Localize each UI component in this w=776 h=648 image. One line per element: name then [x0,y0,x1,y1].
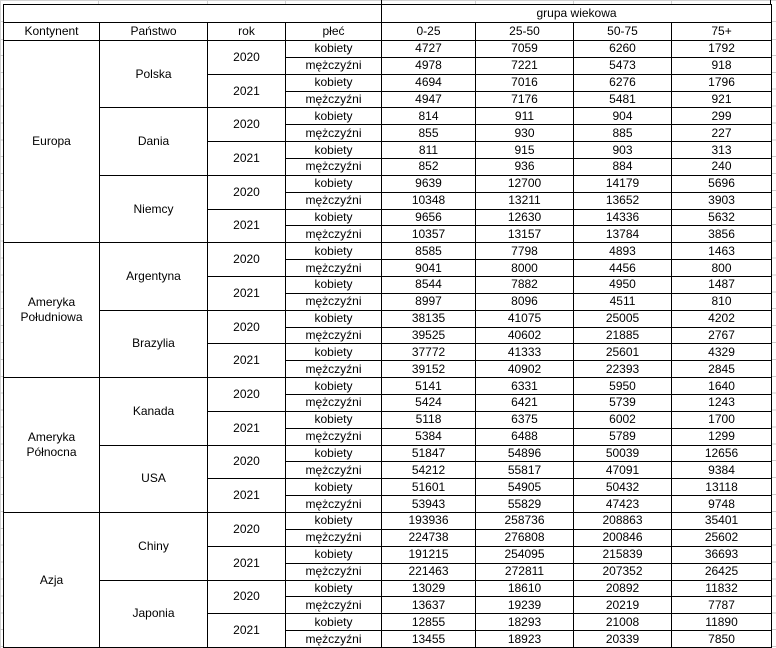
sex-cell[interactable]: kobiety [286,344,382,361]
sex-cell[interactable]: mężczyźni [286,631,382,648]
value-cell[interactable]: 10348 [382,192,476,209]
sex-cell[interactable]: mężczyźni [286,327,382,344]
value-cell[interactable]: 4511 [574,293,672,310]
value-cell[interactable]: 47091 [574,462,672,479]
value-cell[interactable]: 5384 [382,428,476,445]
value-cell[interactable]: 6002 [574,411,672,428]
year-cell[interactable]: 2021 [208,479,286,513]
sex-cell[interactable]: kobiety [286,41,382,58]
value-cell[interactable]: 12630 [476,209,574,226]
value-cell[interactable]: 11890 [672,614,772,631]
value-cell[interactable]: 904 [574,108,672,125]
value-cell[interactable]: 5141 [382,378,476,395]
value-cell[interactable]: 299 [672,108,772,125]
country-cell[interactable]: Kanada [100,378,208,445]
value-cell[interactable]: 9041 [382,260,476,277]
sex-cell[interactable]: mężczyźni [286,226,382,243]
country-cell[interactable]: Japonia [100,580,208,648]
value-cell[interactable]: 1487 [672,277,772,294]
value-cell[interactable]: 12855 [382,614,476,631]
value-cell[interactable]: 10357 [382,226,476,243]
value-cell[interactable]: 13784 [574,226,672,243]
value-cell[interactable]: 1796 [672,74,772,91]
value-cell[interactable]: 8096 [476,293,574,310]
value-cell[interactable]: 54212 [382,462,476,479]
sex-cell[interactable]: mężczyźni [286,57,382,74]
table-row [4,580,772,597]
column-header-cell[interactable]: płeć [286,23,382,41]
year-cell[interactable]: 2021 [208,614,286,648]
sex-cell[interactable]: kobiety [286,614,382,631]
value-cell[interactable]: 25005 [574,310,672,327]
value-cell[interactable]: 39525 [382,327,476,344]
sex-cell[interactable]: mężczyźni [286,293,382,310]
value-cell[interactable]: 25602 [672,529,772,546]
value-cell[interactable]: 6260 [574,41,672,58]
sex-cell[interactable]: kobiety [286,74,382,91]
value-cell[interactable]: 14336 [574,209,672,226]
continent-cell[interactable]: Europa [4,41,100,243]
sex-cell[interactable]: kobiety [286,108,382,125]
gridline-stubs-right [772,39,776,647]
gridline-stub [772,21,776,22]
value-cell[interactable]: 12656 [672,445,772,462]
year-cell[interactable]: 2021 [208,142,286,176]
value-cell[interactable]: 40602 [476,327,574,344]
column-header-cell[interactable]: rok [208,23,286,41]
value-cell[interactable]: 54905 [476,479,574,496]
value-cell[interactable]: 5424 [382,395,476,412]
value-cell[interactable]: 21008 [574,614,672,631]
value-cell[interactable]: 37772 [382,344,476,361]
value-cell[interactable]: 7798 [476,243,574,260]
value-cell[interactable]: 50039 [574,445,672,462]
value-cell[interactable]: 200846 [574,529,672,546]
table-row [4,513,772,530]
gridline-top [0,0,776,1]
value-cell[interactable]: 6421 [476,395,574,412]
column-header-cell[interactable]: 0-25 [382,23,476,41]
year-cell[interactable]: 2020 [208,310,286,344]
value-cell[interactable]: 7059 [476,41,574,58]
value-cell[interactable]: 6331 [476,378,574,395]
value-cell[interactable]: 18610 [476,580,574,597]
value-cell[interactable]: 276808 [476,529,574,546]
value-cell[interactable]: 191215 [382,546,476,563]
sex-cell[interactable]: mężczyźni [286,91,382,108]
value-cell[interactable]: 18293 [476,614,574,631]
value-cell[interactable]: 51847 [382,445,476,462]
value-cell[interactable]: 1792 [672,41,772,58]
value-cell[interactable]: 4456 [574,260,672,277]
column-header-cell[interactable]: 75+ [672,23,772,41]
table-row [4,175,772,192]
value-cell[interactable]: 918 [672,57,772,74]
sex-cell[interactable]: mężczyźni [286,597,382,614]
value-cell[interactable]: 3856 [672,226,772,243]
value-cell[interactable]: 810 [672,293,772,310]
value-cell[interactable]: 39152 [382,361,476,378]
value-cell[interactable]: 41075 [476,310,574,327]
value-cell[interactable]: 313 [672,142,772,159]
value-cell[interactable]: 55829 [476,496,574,513]
value-cell[interactable]: 5696 [672,175,772,192]
value-cell[interactable]: 47423 [574,496,672,513]
table-row [4,108,772,125]
value-cell[interactable]: 5632 [672,209,772,226]
table-row [4,310,772,327]
continent-cell[interactable]: Azja [4,513,100,648]
value-cell[interactable]: 13637 [382,597,476,614]
value-cell[interactable]: 1640 [672,378,772,395]
value-cell[interactable]: 224738 [382,529,476,546]
value-cell[interactable]: 13029 [382,580,476,597]
population-table [3,4,772,648]
value-cell[interactable]: 36693 [672,546,772,563]
value-cell[interactable]: 12700 [476,175,574,192]
value-cell[interactable]: 3903 [672,192,772,209]
country-cell[interactable]: Polska [100,41,208,108]
value-cell[interactable]: 41333 [476,344,574,361]
value-cell[interactable]: 207352 [574,563,672,580]
table-row [4,23,772,41]
value-cell[interactable]: 240 [672,159,772,176]
country-cell[interactable]: Dania [100,108,208,175]
value-cell[interactable]: 13211 [476,192,574,209]
sex-cell[interactable]: kobiety [286,175,382,192]
value-cell[interactable]: 227 [672,125,772,142]
year-cell[interactable]: 2020 [208,108,286,142]
value-cell[interactable]: 13157 [476,226,574,243]
value-cell[interactable]: 855 [382,125,476,142]
year-cell[interactable]: 2020 [208,378,286,412]
sex-cell[interactable]: mężczyźni [286,125,382,142]
value-cell[interactable]: 911 [476,108,574,125]
value-cell[interactable]: 903 [574,142,672,159]
value-cell[interactable]: 18923 [476,631,574,648]
value-cell[interactable]: 50432 [574,479,672,496]
value-cell[interactable]: 9384 [672,462,772,479]
sex-cell[interactable]: mężczyźni [286,462,382,479]
value-cell[interactable]: 811 [382,142,476,159]
table-row [4,5,772,23]
column-header-cell[interactable]: Kontynent [4,23,100,41]
value-cell[interactable]: 55817 [476,462,574,479]
value-cell[interactable]: 814 [382,108,476,125]
value-cell[interactable]: 852 [382,159,476,176]
value-cell[interactable]: 4202 [672,310,772,327]
value-cell[interactable]: 4978 [382,57,476,74]
sex-cell[interactable]: mężczyźni [286,529,382,546]
value-cell[interactable]: 21885 [574,327,672,344]
value-cell[interactable]: 19239 [476,597,574,614]
value-cell[interactable]: 272811 [476,563,574,580]
sex-cell[interactable]: mężczyźni [286,395,382,412]
value-cell[interactable]: 14179 [574,175,672,192]
sex-cell[interactable]: kobiety [286,142,382,159]
value-cell[interactable]: 4727 [382,41,476,58]
value-cell[interactable]: 885 [574,125,672,142]
value-cell[interactable]: 5481 [574,91,672,108]
value-cell[interactable]: 25601 [574,344,672,361]
value-cell[interactable]: 4694 [382,74,476,91]
sex-cell[interactable]: mężczyźni [286,192,382,209]
value-cell[interactable]: 7221 [476,57,574,74]
value-cell[interactable]: 6276 [574,74,672,91]
table-row [4,41,772,58]
value-cell[interactable]: 1299 [672,428,772,445]
value-cell[interactable]: 8544 [382,277,476,294]
sex-cell[interactable]: kobiety [286,378,382,395]
sex-cell[interactable]: kobiety [286,580,382,597]
continent-cell[interactable]: Ameryka Północna [4,378,100,513]
value-cell[interactable]: 921 [672,91,772,108]
value-cell[interactable]: 4329 [672,344,772,361]
value-cell[interactable]: 5118 [382,411,476,428]
value-cell[interactable]: 258736 [476,513,574,530]
value-cell[interactable]: 5473 [574,57,672,74]
value-cell[interactable]: 5739 [574,395,672,412]
value-cell[interactable]: 254095 [476,546,574,563]
value-cell[interactable]: 193936 [382,513,476,530]
value-cell[interactable]: 22393 [574,361,672,378]
value-cell[interactable]: 7176 [476,91,574,108]
sex-cell[interactable]: kobiety [286,411,382,428]
year-cell[interactable]: 2021 [208,74,286,108]
sex-cell[interactable]: kobiety [286,277,382,294]
value-cell[interactable]: 40902 [476,361,574,378]
country-cell[interactable]: USA [100,445,208,512]
sex-cell[interactable]: kobiety [286,479,382,496]
table-row [4,378,772,395]
value-cell[interactable]: 7016 [476,74,574,91]
value-cell[interactable]: 7850 [672,631,772,648]
value-cell[interactable]: 9639 [382,175,476,192]
year-cell[interactable]: 2020 [208,175,286,209]
sex-cell[interactable]: mężczyźni [286,428,382,445]
value-cell[interactable]: 1700 [672,411,772,428]
country-cell[interactable]: Niemcy [100,175,208,242]
column-header-cell[interactable]: 50-75 [574,23,672,41]
value-cell[interactable]: 51601 [382,479,476,496]
sex-cell[interactable]: kobiety [286,513,382,530]
value-cell[interactable]: 1463 [672,243,772,260]
group-header-cell[interactable]: grupa wiekowa [382,5,772,23]
year-cell[interactable]: 2021 [208,546,286,580]
value-cell[interactable]: 4950 [574,277,672,294]
value-cell[interactable]: 1243 [672,395,772,412]
value-cell[interactable]: 221463 [382,563,476,580]
table-row [4,445,772,462]
value-cell[interactable]: 26425 [672,563,772,580]
value-cell[interactable]: 8585 [382,243,476,260]
sex-cell[interactable]: mężczyźni [286,260,382,277]
year-cell[interactable]: 2020 [208,41,286,75]
sex-cell[interactable]: mężczyźni [286,361,382,378]
sex-cell[interactable]: kobiety [286,310,382,327]
sex-cell[interactable]: mężczyźni [286,159,382,176]
value-cell[interactable]: 936 [476,159,574,176]
value-cell[interactable]: 35401 [672,513,772,530]
value-cell[interactable]: 38135 [382,310,476,327]
sex-cell[interactable]: mężczyźni [286,496,382,513]
value-cell[interactable]: 4947 [382,91,476,108]
year-cell[interactable]: 2020 [208,580,286,614]
year-cell[interactable]: 2020 [208,513,286,547]
year-cell[interactable]: 2020 [208,445,286,479]
value-cell[interactable]: 2845 [672,361,772,378]
table-row [4,243,772,260]
continent-cell[interactable]: Ameryka Południowa [4,243,100,378]
value-cell[interactable]: 6488 [476,428,574,445]
sex-cell[interactable]: mężczyźni [286,563,382,580]
column-header-cell[interactable]: Państwo [100,23,208,41]
value-cell[interactable]: 4893 [574,243,672,260]
value-cell[interactable]: 8000 [476,260,574,277]
value-cell[interactable]: 11832 [672,580,772,597]
value-cell[interactable]: 6375 [476,411,574,428]
value-cell[interactable]: 884 [574,159,672,176]
sex-cell[interactable]: kobiety [286,546,382,563]
value-cell[interactable]: 2767 [672,327,772,344]
year-cell[interactable]: 2020 [208,243,286,277]
country-cell[interactable]: Chiny [100,513,208,580]
value-cell[interactable]: 20219 [574,597,672,614]
sex-cell[interactable]: kobiety [286,445,382,462]
value-cell[interactable]: 20339 [574,631,672,648]
year-cell[interactable]: 2021 [208,277,286,311]
value-cell[interactable]: 7787 [672,597,772,614]
value-cell[interactable]: 13652 [574,192,672,209]
corner-cell[interactable] [4,5,382,23]
value-cell[interactable]: 5950 [574,378,672,395]
value-cell[interactable]: 13118 [672,479,772,496]
gridline-stub [772,39,776,40]
sex-cell[interactable]: kobiety [286,209,382,226]
value-cell[interactable]: 915 [476,142,574,159]
country-cell[interactable]: Argentyna [100,243,208,310]
sex-cell[interactable]: kobiety [286,243,382,260]
year-cell[interactable]: 2021 [208,209,286,243]
value-cell[interactable]: 930 [476,125,574,142]
value-cell[interactable]: 208863 [574,513,672,530]
value-cell[interactable]: 13455 [382,631,476,648]
value-cell[interactable]: 9656 [382,209,476,226]
year-cell[interactable]: 2021 [208,344,286,378]
value-cell[interactable]: 53943 [382,496,476,513]
column-header-cell[interactable]: 25-50 [476,23,574,41]
year-cell[interactable]: 2021 [208,411,286,445]
value-cell[interactable]: 20892 [574,580,672,597]
value-cell[interactable]: 5789 [574,428,672,445]
value-cell[interactable]: 7882 [476,277,574,294]
value-cell[interactable]: 9748 [672,496,772,513]
value-cell[interactable]: 8997 [382,293,476,310]
value-cell[interactable]: 215839 [574,546,672,563]
value-cell[interactable]: 800 [672,260,772,277]
value-cell[interactable]: 54896 [476,445,574,462]
country-cell[interactable]: Brazylia [100,310,208,377]
